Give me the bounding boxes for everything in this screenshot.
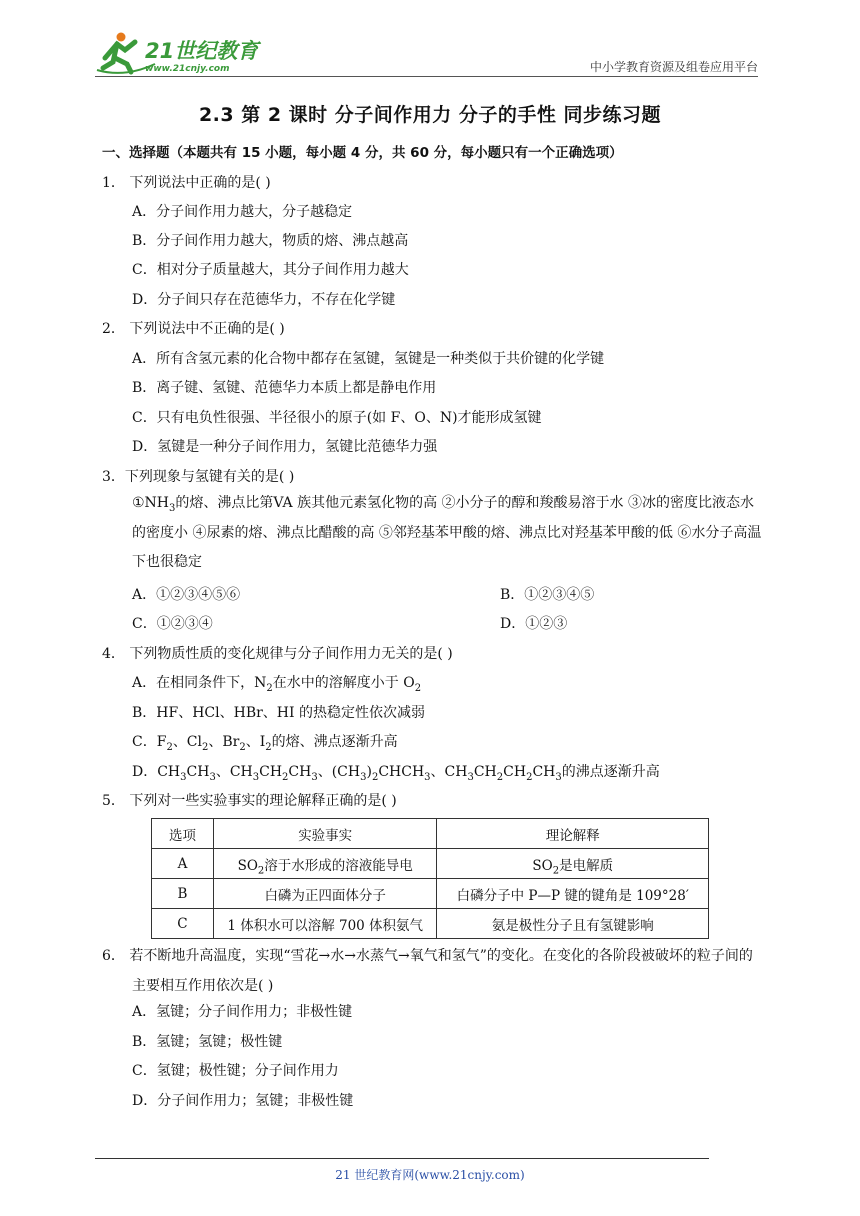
q2-stem: 2． 下列说法中不正确的是( )	[102, 321, 285, 337]
q6-option-c: C．氢键；极性键；分子间作用力	[132, 1063, 339, 1079]
q3-phenomena-start: ①NH	[132, 495, 170, 511]
q1-option-c: C．相对分子质量越大，其分子间作用力越大	[132, 262, 409, 278]
q3-option-b: B．①②③④⑤	[500, 587, 595, 603]
q2-option-c: C．只有电负性很强、半径很小的原子(如 F、O、N)才能形成氢键	[132, 410, 542, 426]
q2-option-b: B．离子键、氢键、范德华力本质上都是静电作用	[132, 380, 437, 396]
q3-option-a: A．①②③④⑤⑥	[132, 587, 241, 603]
subscript: 3	[252, 771, 260, 783]
q4-d-part: )	[366, 764, 372, 780]
table-header-cell: 理论解释	[437, 819, 709, 849]
q3-stem: 3．下列现象与氢键有关的是( )	[102, 469, 295, 485]
q6-option-b: B．氢键；氢键；极性键	[132, 1034, 283, 1050]
table-cell: 氨是极性分子且有氢键影响	[437, 909, 709, 939]
page-header	[95, 28, 758, 78]
subscript: 3	[169, 502, 176, 514]
subscript: 2	[496, 771, 504, 783]
q4-c-part: 、Cl	[172, 734, 203, 750]
q5-stem: 5． 下列对一些实验事实的理论解释正确的是( )	[102, 793, 397, 809]
q4-c-part: C．F	[132, 734, 167, 750]
q1-stem: 1． 下列说法中正确的是( )	[102, 175, 271, 191]
q6-option-a: A．氢键；分子间作用力；非极性键	[132, 1004, 353, 1020]
q3-phenomena-rest: 的熔、沸点比第VA 族其他元素氢化物的高 ②小分子的醇和羧酸易溶于水 ③冰的密度比液态水的密度小 ④尿素的熔、沸点比醋酸的高 ⑤邻羟基苯甲酸的熔、沸点比对羟基苯甲酸的低 ⑥水分子高温下也很稳定	[132, 495, 762, 570]
q4-d-part: CH	[186, 764, 210, 780]
q4-a-text-2: 在水中的溶解度小于 O	[272, 675, 415, 691]
cell-text: 是电解质	[559, 857, 614, 874]
subscript: 2	[552, 865, 560, 877]
q4-c-part: 、Br	[208, 734, 240, 750]
q4-d-part: CH	[503, 764, 527, 780]
q4-option-d	[132, 761, 660, 781]
q4-d-part: CH	[259, 764, 283, 780]
logo-text: 21世纪教育	[145, 39, 259, 63]
q4-d-part: CH	[288, 764, 312, 780]
q6-stem-wrap	[102, 942, 764, 1001]
subscript: 2	[371, 771, 379, 783]
subscript: 3	[424, 771, 431, 783]
q3-option-c: C．①②③④	[132, 616, 213, 632]
page-title: 2.3 第 2 课时 分子间作用力 分子的手性 同步练习题	[198, 104, 662, 126]
q1-option-b: B．分子间作用力越大，物质的熔、沸点越高	[132, 233, 409, 249]
q2-option-d: D．氢键是一种分子间作用力，氢键比范德华力强	[132, 439, 438, 455]
footer-divider	[95, 1158, 709, 1159]
cell-text: 溶于水形成的溶液能导电	[264, 857, 413, 874]
q1-option-d: D．分子间只存在范德华力，不存在化学键	[132, 292, 396, 308]
logo-url: www.21cnjy.com	[145, 64, 230, 74]
table-header-row	[152, 819, 709, 849]
table-cell: 白磷分子中 P—P 键的键角是 109°28′	[437, 879, 709, 909]
table-cell: B	[152, 879, 214, 909]
q4-option-b: B．HF、HCl、HBr、HI 的热稳定性依次减弱	[132, 705, 425, 721]
subscript: 2	[526, 771, 533, 783]
table-cell: C	[152, 909, 214, 939]
q5-table	[151, 818, 709, 939]
table-header-cell: 实验事实	[213, 819, 437, 849]
table-cell	[437, 849, 709, 879]
subscript: 3	[209, 771, 216, 783]
table-cell	[213, 849, 437, 879]
subscript: 2	[265, 741, 272, 753]
subscript: 3	[360, 771, 367, 783]
q3-phenomena	[132, 489, 764, 578]
subscript: 2	[257, 865, 265, 877]
subscript: 2	[239, 741, 246, 753]
q6-stem	[102, 942, 764, 1001]
q6-option-d: D．分子间作用力；氢键；非极性键	[132, 1093, 354, 1109]
cell-text: SO	[237, 857, 258, 874]
subscript: 2	[266, 682, 273, 694]
q4-d-part: 、CH	[215, 764, 253, 780]
q4-option-a	[132, 672, 421, 692]
q4-d-part: CHCH	[378, 764, 425, 780]
table-cell: 白磷为正四面体分子	[213, 879, 437, 909]
q4-c-part: 、I	[245, 734, 266, 750]
q1-option-a: A．分子间作用力越大，分子越稳定	[132, 204, 353, 220]
q4-d-part: D．CH	[132, 764, 181, 780]
q4-d-part: CH	[532, 764, 556, 780]
table-row	[152, 879, 709, 909]
subscript: 3	[555, 771, 562, 783]
q4-d-part: 、CH	[430, 764, 468, 780]
subscript: 2	[166, 741, 173, 753]
subscript: 3	[467, 771, 474, 783]
q4-d-part: CH	[473, 764, 497, 780]
subscript: 2	[282, 771, 289, 783]
table-header-cell: 选项	[152, 819, 214, 849]
site-logo	[95, 28, 265, 76]
section-heading: 一、选择题（本题共有 15 小题，每小题 4 分，共 60 分，每小题只有一个正确选项）	[102, 145, 623, 161]
subscript: 2	[202, 741, 209, 753]
q4-d-part: 的沸点逐渐升高	[561, 764, 660, 780]
header-divider	[95, 76, 758, 77]
subscript: 3	[180, 771, 187, 783]
q3-option-d: D．①②③	[500, 616, 568, 632]
logo-graphic	[95, 28, 265, 76]
q6-stem-text: 6． 若不断地升高温度，实现“雪花→水→水蒸气→氧气和氢气”的变化。在变化的各阶段被破坏的粒子间的主要相互作用依次是( )	[102, 948, 753, 994]
q2-option-a: A．所有含氢元素的化合物中都存在氢键，氢键是一种类似于共价键的化学键	[132, 351, 605, 367]
table-cell: A	[152, 849, 214, 879]
q4-d-part: 、(CH	[317, 764, 361, 780]
q4-a-text-1: A．在相同条件下，N	[132, 675, 267, 691]
table-cell: 1 体积水可以溶解 700 体积氨气	[213, 909, 437, 939]
table-row	[152, 849, 709, 879]
q4-stem: 4． 下列物质性质的变化规律与分子间作用力无关的是( )	[102, 646, 453, 662]
table-row	[152, 909, 709, 939]
footer-link[interactable]: 21 世纪教育网(www.21cnjy.com)	[335, 1168, 525, 1182]
q4-c-part: 的熔、沸点逐渐升高	[271, 734, 398, 750]
cell-text: SO	[532, 857, 553, 874]
subscript: 2	[414, 682, 422, 694]
q4-option-c	[132, 731, 398, 751]
platform-label: 中小学教育资源及组卷应用平台	[589, 60, 758, 74]
subscript: 3	[311, 771, 318, 783]
